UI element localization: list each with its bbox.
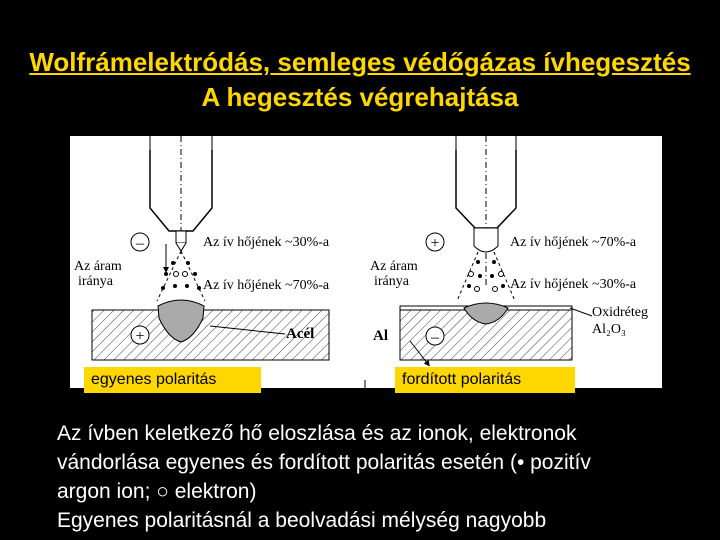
plus-right: + xyxy=(430,235,440,252)
plus-left: + xyxy=(135,328,145,345)
body-line-4: Egyenes polaritásnál a beolvadási mélység nagyobb xyxy=(57,509,547,532)
reverse-polarity-label: fordított polaritás xyxy=(395,367,575,393)
right-arc xyxy=(457,252,515,301)
right-material-label: Al xyxy=(373,328,388,344)
minus-left: – xyxy=(136,235,144,252)
polarity-diagram xyxy=(70,136,662,388)
body-line-3: argon ion; ○ elektron) xyxy=(57,480,257,503)
left-heat-bottom: Az ív hőjének ~70%-a xyxy=(203,278,330,293)
left-material-label: Acél xyxy=(286,326,315,342)
left-arc xyxy=(157,251,205,301)
right-torch xyxy=(456,136,516,286)
body-line-1: Az ívben keletkező hő eloszlása és az ionok, elektronok xyxy=(57,422,577,445)
left-current-label-1: Az áram xyxy=(74,259,122,274)
title-line-2: A hegesztés végrehajtása xyxy=(201,82,519,112)
right-current-label-1: Az áram xyxy=(370,259,418,274)
title-line-1: Wolfrámelektródás, semleges védőgázas ívhegesztés xyxy=(29,47,691,77)
left-heat-top: Az ív hőjének ~30%-a xyxy=(203,235,330,250)
body-line-2: vándorlása egyenes és fordított polaritás esetén (• pozitív xyxy=(57,451,591,474)
straight-polarity-label: egyenes polaritás xyxy=(84,367,261,393)
right-heat-top: Az ív hőjének ~70%-a xyxy=(510,235,637,250)
left-current-label-2: iránya xyxy=(78,274,113,289)
oxide-formula: Al₂O₃ xyxy=(592,322,626,337)
oxide-label: Oxidréteg xyxy=(592,305,648,320)
right-current-label-2: iránya xyxy=(374,274,409,289)
minus-right: – xyxy=(431,329,439,346)
right-heat-bottom: Az ív hőjének ~30%-a xyxy=(510,277,637,292)
